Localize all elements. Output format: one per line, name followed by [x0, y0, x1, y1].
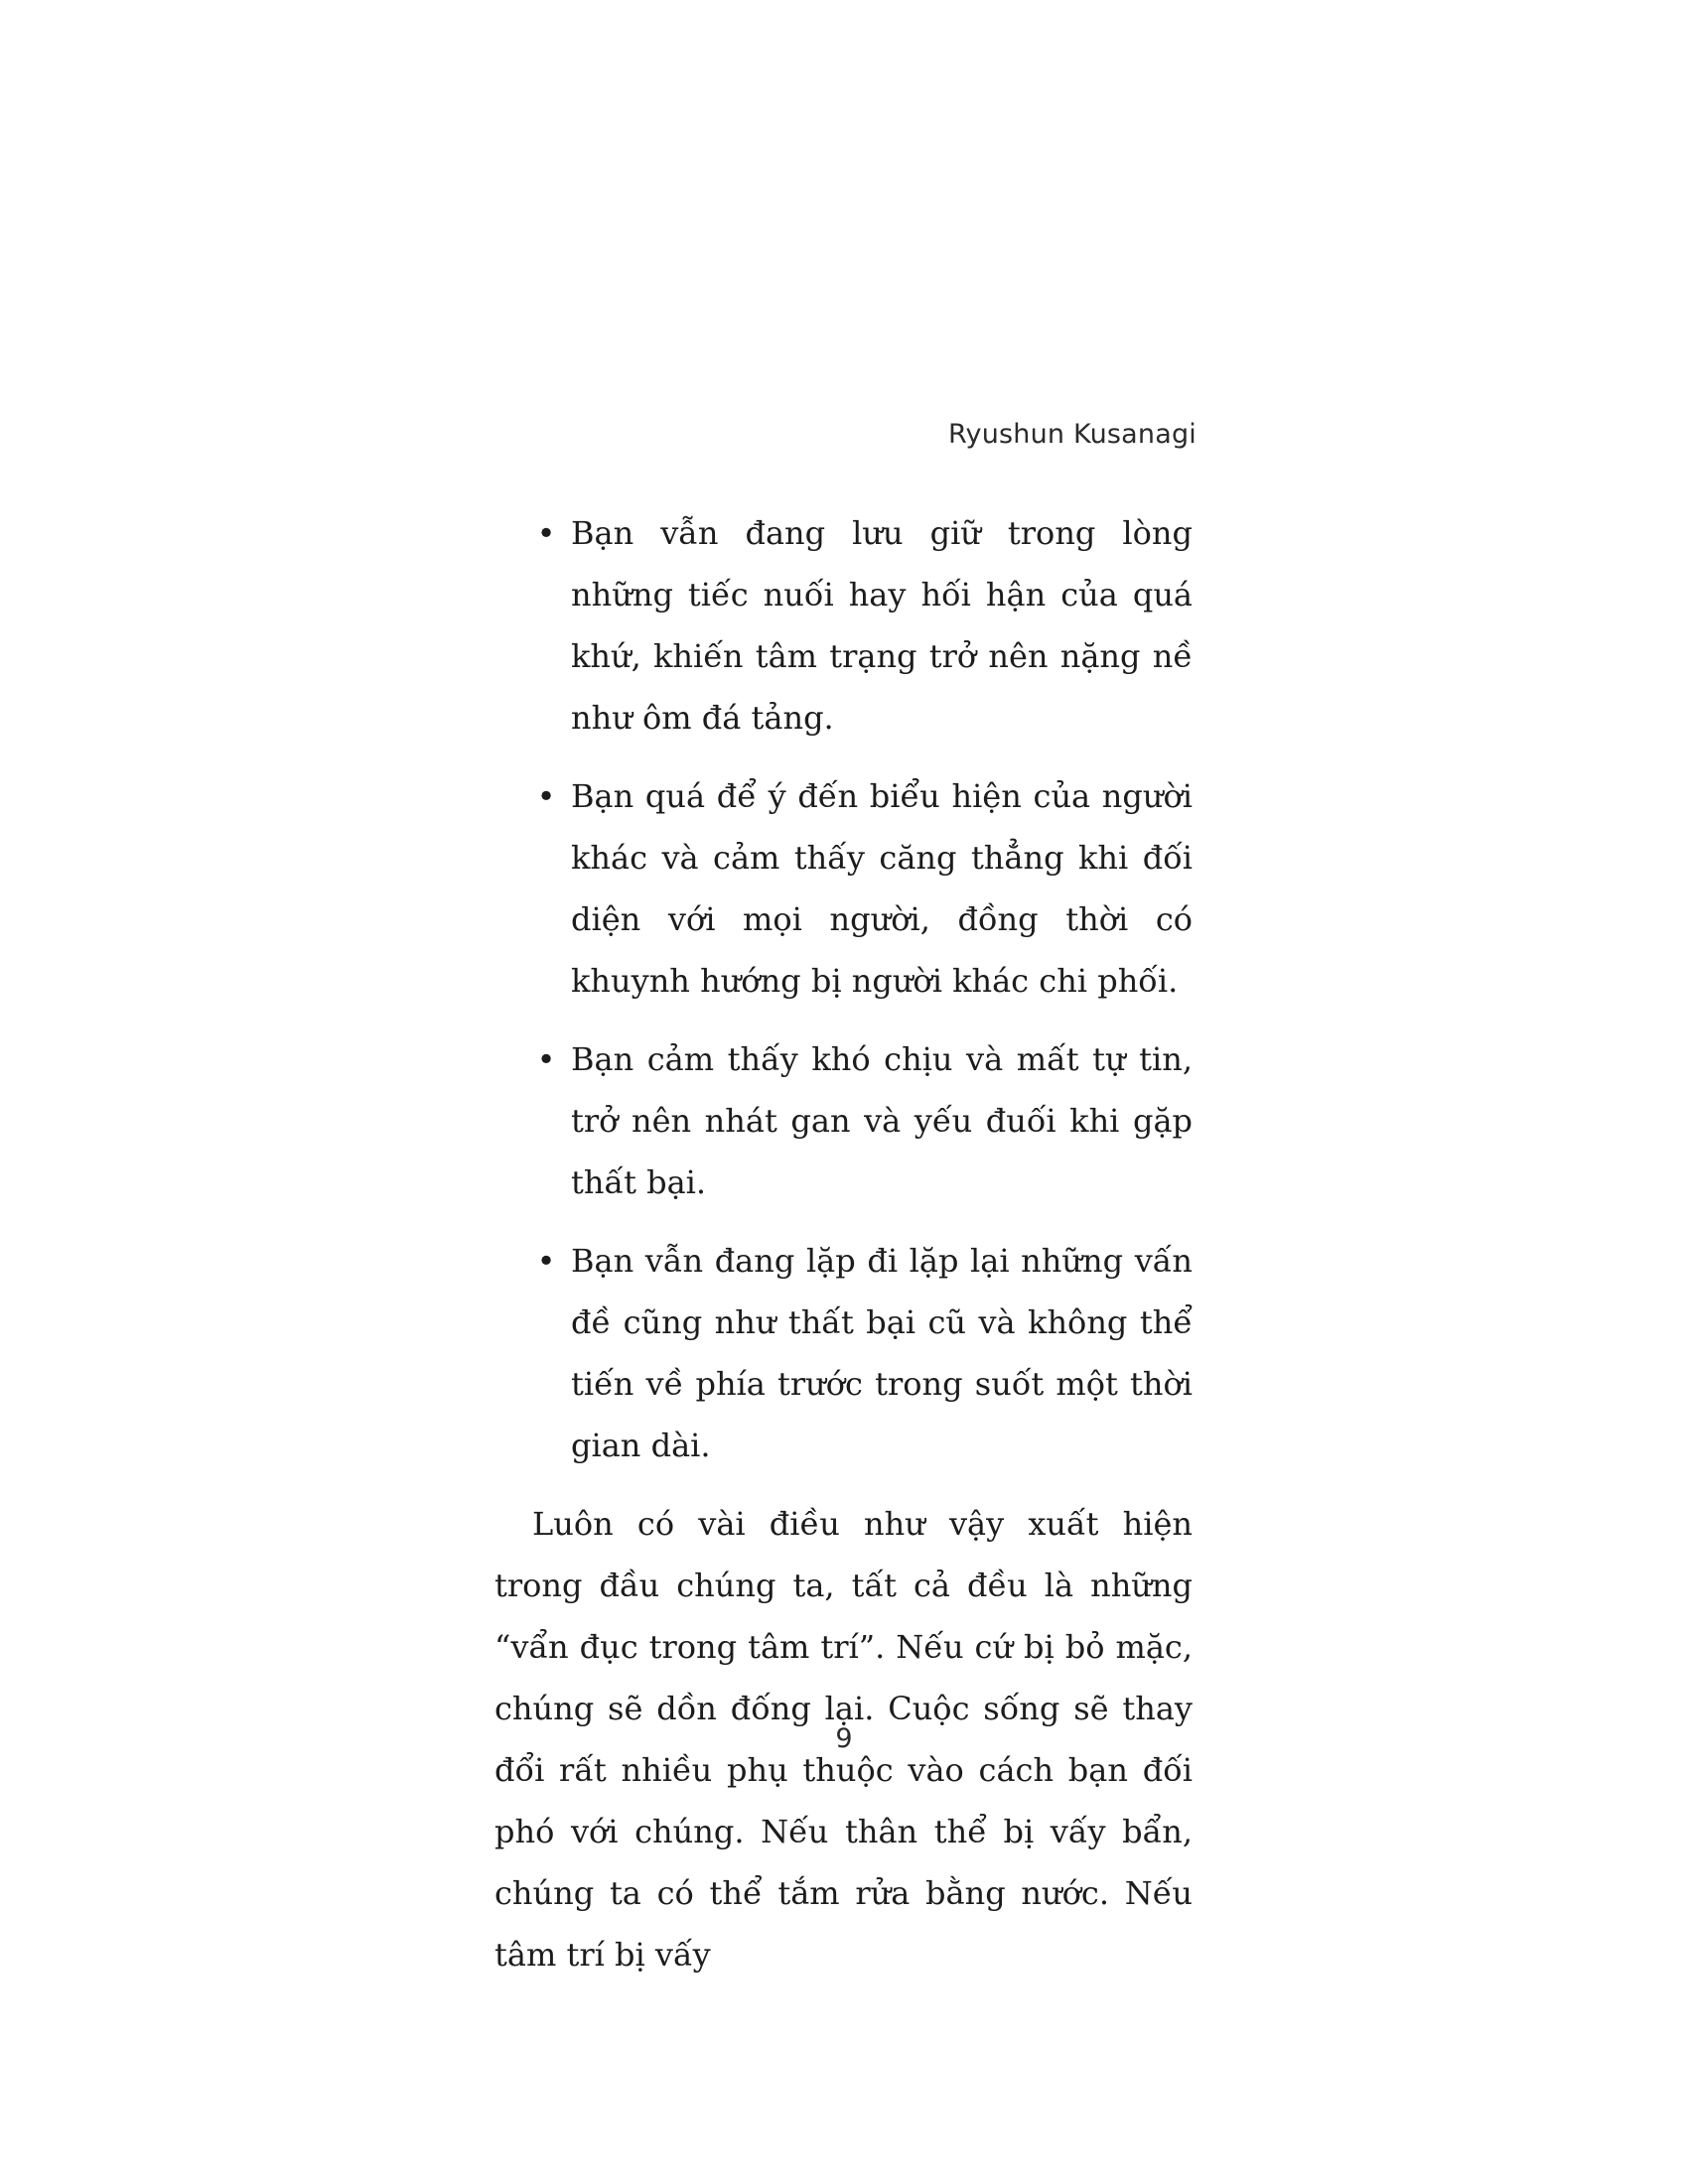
bullet-item — [494, 1028, 1193, 1213]
bullet-text: Bạn vẫn đang lặp đi lặp lại những vấn đề cũng như thất bại cũ và không thể tiến về phía trước trong suốt một thời gian dài. — [571, 1242, 1193, 1464]
page-body — [494, 502, 1193, 1985]
page-number: 9 — [835, 1723, 853, 1754]
bullet-marker: • — [536, 514, 556, 552]
body-paragraph: Luôn có vài điều như vậy xuất hiện trong đầu chúng ta, tất cả đều là những “vẩn đục trong tâm trí”. Nếu cứ bị bỏ mặc, chúng sẽ dồn đống lại. Cuộc sống sẽ thay đổi rất nhiều phụ thuộc vào cách bạn đối phó với chúng. Nếu thân thể bị vấy bẩn, chúng ta có thể tắm rửa bằng nước. Nếu tâm trí bị vấy — [494, 1505, 1193, 1974]
bullet-item — [494, 502, 1193, 749]
bullet-item — [494, 1230, 1193, 1476]
bullet-text: Bạn cảm thấy khó chịu và mất tự tin, trở nên nhát gan và yếu đuối khi gặp thất bại. — [571, 1040, 1193, 1201]
bullet-marker: • — [536, 1040, 556, 1078]
bullet-item — [494, 765, 1193, 1012]
bullet-text: Bạn quá để ý đến biểu hiện của người khác và cảm thấy căng thẳng khi đối diện với mọi người, đồng thời có khuynh hướng bị người khác chi phối. — [571, 777, 1193, 1000]
bullet-marker: • — [536, 777, 556, 815]
bullet-marker: • — [536, 1242, 556, 1280]
bullet-list — [494, 502, 1193, 1476]
bullet-text: Bạn vẫn đang lưu giữ trong lòng những tiếc nuối hay hối hận của quá khứ, khiến tâm trạng trở nên nặng nề như ôm đá tảng. — [571, 514, 1193, 737]
running-header-author: Ryushun Kusanagi — [948, 419, 1196, 450]
